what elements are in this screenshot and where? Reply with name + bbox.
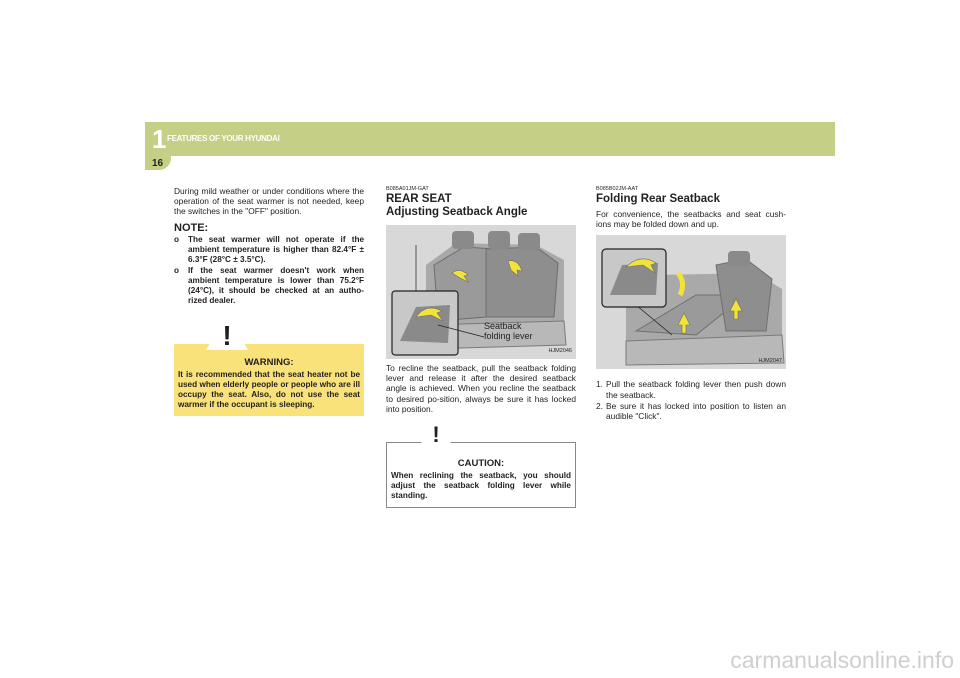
figure-code: HJM2046: [548, 347, 572, 354]
note-item: o If the seat warmer doesn't work when ambient temperature is lower than 75.2°F (24°C), it should be checked at an autho-rized dealer.: [174, 265, 364, 305]
figure-seatback-angle: [386, 225, 576, 359]
column-3: [596, 186, 786, 422]
column-2: [386, 186, 576, 508]
warning-icon: [204, 312, 250, 352]
caution-icon: [419, 417, 453, 447]
step-item: 1. Pull the seatback folding lever then push down the seatback.: [596, 379, 786, 400]
note-item: o The seat warmer will not operate if the ambient temperature is higher than 82.4°F ± 6.3°F (28°C ± 3.5°C).: [174, 234, 364, 264]
column-1: [174, 186, 364, 416]
warning-box: [174, 319, 364, 416]
callout-line2: folding lever: [484, 331, 533, 341]
folding-seat-illustration: [596, 235, 786, 369]
caution-box: [386, 422, 576, 508]
note-list: [174, 235, 364, 306]
page-number: 16: [152, 158, 164, 169]
section-subheading: Adjusting Seatback Angle: [386, 206, 528, 218]
watermark: carmanualsonline.info: [730, 647, 954, 673]
caution-text: When reclining the seatback, you should adjust the seatback folding lever while standing.: [391, 471, 571, 501]
section-heading: Folding Rear Seatback: [596, 193, 720, 205]
rear-seat-illustration: [386, 225, 576, 359]
svg-text:!: !: [432, 422, 440, 448]
bullet: o: [174, 265, 180, 275]
section-code: B085B02JM-AAT: [596, 186, 639, 192]
callout-line1: Seatback: [484, 321, 522, 331]
figure-folding-seatback: [596, 235, 786, 369]
steps-list: [596, 379, 786, 421]
warning-text: It is recommended that the seat heater not be used when elderly people or people who are ill occupy the seat. Also, do not use the seat warmer if the occupant is sleeping.: [178, 369, 360, 409]
body-paragraph: To recline the seatback, pull the seatback folding lever and release it after the desired seatback angle is achieved. When you recline the seatback to desired po-sition, always be sure it has locked into position.: [386, 363, 576, 414]
section-heading: REAR SEAT: [386, 193, 452, 205]
note-title: NOTE:: [174, 221, 209, 234]
step-item: 2. Be sure it has locked into position to listen an audible "Click".: [596, 400, 786, 422]
figure-code: HJM2047: [758, 358, 782, 365]
section-code: B085A01JM-GAT: [386, 186, 429, 192]
caution-title: CAUTION:: [457, 458, 505, 470]
bullet: o: [174, 234, 180, 244]
chapter-number: 1: [152, 124, 167, 154]
svg-text:!: !: [222, 319, 232, 351]
warning-title: WARNING:: [244, 356, 294, 368]
intro-paragraph: During mild weather or under conditions where the operation of the seat warmer is not needed, keep the switches in the "OFF" position.: [174, 186, 364, 217]
intro-paragraph: For convenience, the seatbacks and seat cush-ions may be folded down and up.: [596, 209, 786, 230]
chapter-title: FEATURES OF YOUR HYUNDAI: [167, 134, 280, 143]
